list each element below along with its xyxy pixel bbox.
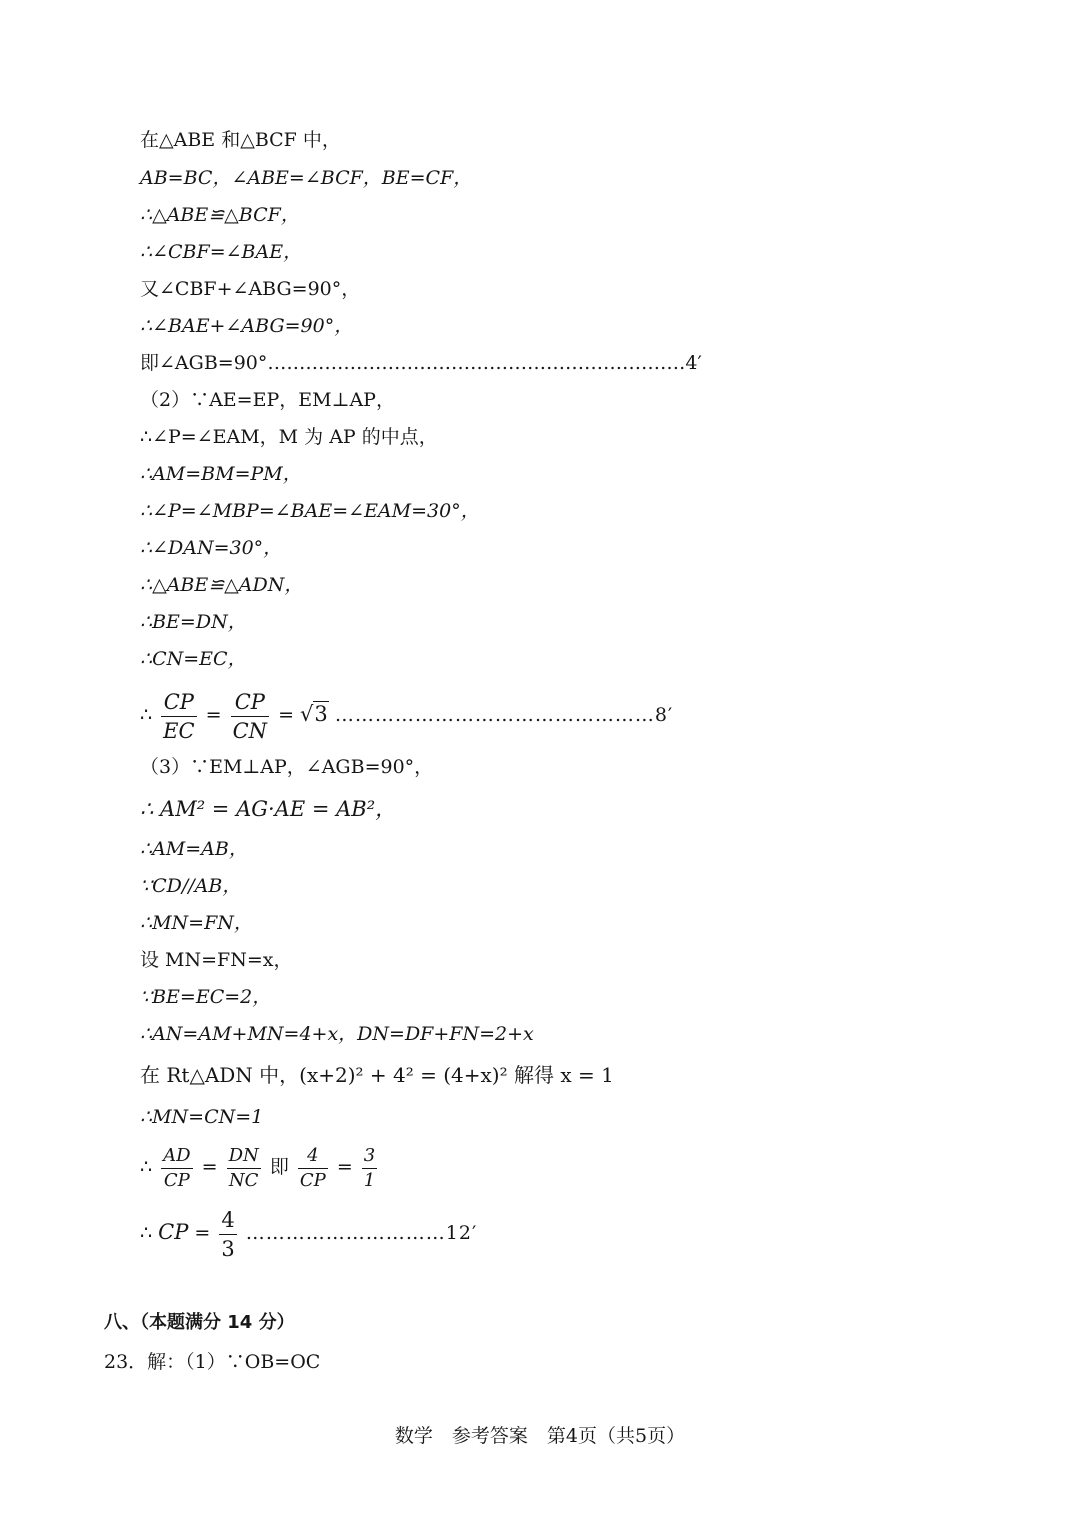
therefore-symbol: ∴	[140, 704, 153, 726]
fraction-4-cp: $\frac{4}{CP}$	[299, 1144, 326, 1191]
line-15: ∴CN=EC，	[140, 648, 247, 670]
score-8-leader: …………………………………………8′	[334, 704, 674, 726]
line-1: 在△ABE 和△BCF 中，	[140, 129, 341, 151]
section-heading-8: 八、（本题满分 14 分）	[104, 1312, 295, 1333]
line-part3: （3）∵EM⊥AP，∠AGB=90°，	[140, 756, 434, 778]
fraction-cp-cn: $\frac{CP}{CN}$	[232, 689, 268, 743]
line-11: ∴∠P=∠MBP=∠BAE=∠EAM=30°，	[140, 500, 480, 522]
fraction-3-1: $\frac{3}{1}$	[363, 1144, 376, 1191]
question-23-start: 23．解：（1）∵OB=OC	[104, 1351, 321, 1373]
equation-cp-result: ∴ CP = $\frac{4}{3}$ …………………………12′	[140, 1207, 478, 1261]
line-9: ∴∠P=∠EAM，M 为 AP 的中点，	[140, 426, 438, 448]
line-10: ∴AM=BM=PM，	[140, 463, 302, 485]
line-6: ∴∠BAE+∠ABG=90°，	[140, 315, 354, 337]
equation-ad-cp: ∴ $\frac{AD}{CP}$ = $\frac{DN}{NC}$ 即 $\frac{4}{CP}$ = $\frac{3}{1}$	[140, 1144, 376, 1191]
line-be-ec: ∵BE=EC=2，	[140, 986, 272, 1008]
score-12-leader: …………………………12′	[245, 1222, 478, 1244]
line-14: ∴BE=DN，	[140, 611, 247, 633]
fraction-cp-ec: $\frac{CP}{EC}$	[163, 689, 195, 743]
line-12: ∴∠DAN=30°，	[140, 537, 283, 559]
line-7-score-4: 即∠AGB=90°…………………………………………………………4′	[140, 352, 702, 374]
line-am-squared: ∴ AM² = AG·AE = AB²，	[140, 797, 397, 821]
line-5: 又∠CBF+∠ABG=90°，	[140, 278, 361, 300]
sqrt-three: √3	[300, 702, 328, 726]
fraction-4-3: $\frac{4}{3}$	[221, 1207, 235, 1261]
line-am-ab: ∴AM=AB，	[140, 838, 248, 860]
page-footer: 数学 参考答案 第4页（共5页）	[394, 1425, 686, 1447]
line-8-part2: （2）∵AE=EP，EM⊥AP，	[140, 389, 395, 411]
line-4: ∴∠CBF=∠BAE，	[140, 241, 303, 263]
line-mn-fn: ∴MN=FN，	[140, 912, 253, 934]
line-pythagoras: 在 Rt△ADN 中，(x+2)² + 4² = (4+x)² 解得 x = 1	[140, 1063, 614, 1087]
equation-ratio-sqrt3: ∴ $\frac{CP}{EC}$ = $\frac{CP}{CN}$ = √3 …………………………………………8′	[140, 689, 674, 743]
line-let-x: 设 MN=FN=x，	[140, 949, 293, 971]
line-mn-cn: ∴MN=CN=1	[140, 1106, 264, 1128]
line-an-dn: ∴AN=AM+MN=4+x，DN=DF+FN=2+x	[140, 1023, 534, 1045]
line-3: ∴△ABE≌△BCF，	[140, 204, 300, 226]
line-13: ∴△ABE≌△ADN，	[140, 574, 304, 596]
fraction-dn-nc: $\frac{DN}{NC}$	[228, 1144, 259, 1191]
line-2: AB=BC，∠ABE=∠BCF，BE=CF，	[140, 167, 473, 189]
fraction-ad-cp: $\frac{AD}{CP}$	[163, 1144, 191, 1191]
line-cd-parallel: ∵CD//AB，	[140, 875, 242, 897]
